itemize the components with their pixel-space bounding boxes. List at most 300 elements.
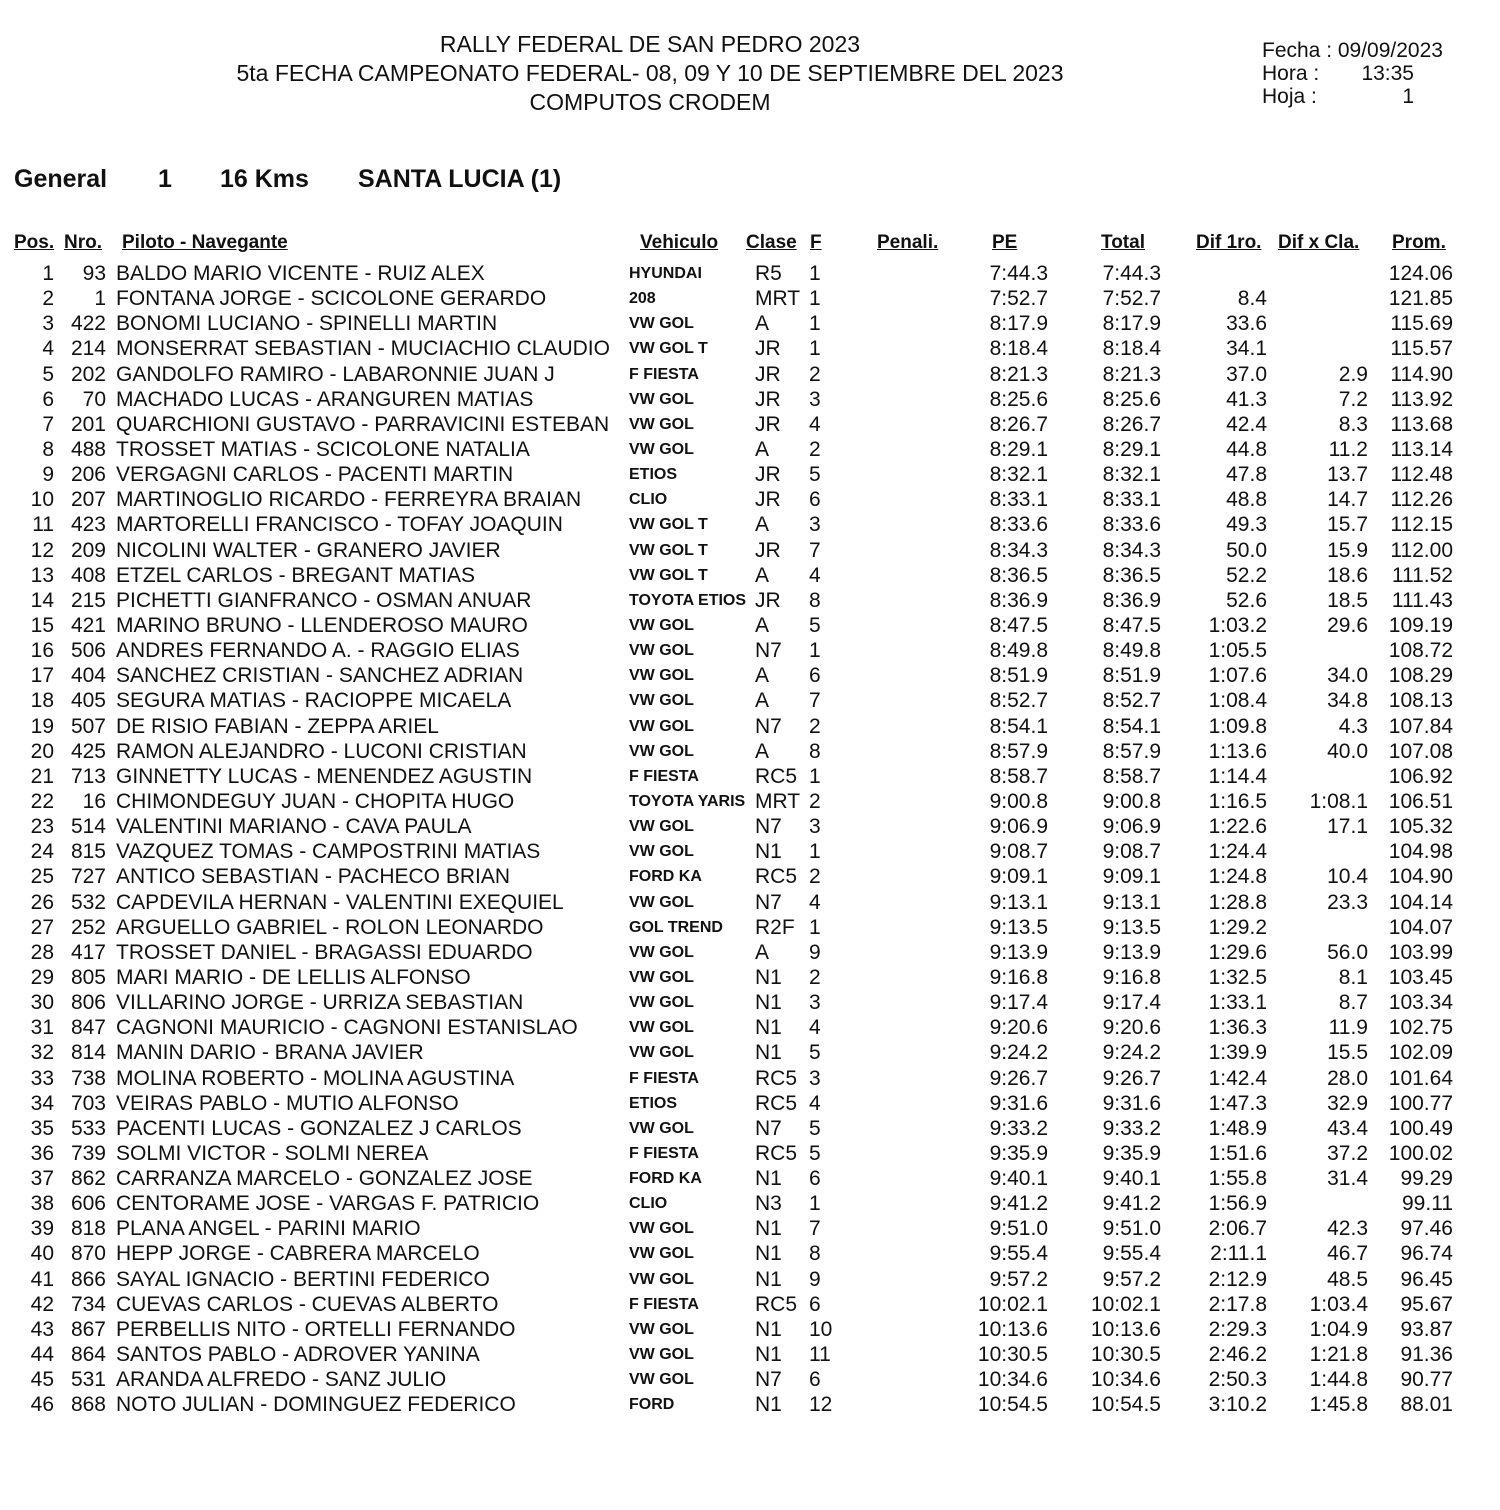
nro-cell: 713	[70, 764, 106, 788]
pos-cell: 34	[30, 1091, 54, 1115]
dif1-cell: 1:28.8	[1208, 890, 1267, 914]
total-cell: 8:34.3	[1102, 538, 1161, 562]
nro-cell: 408	[70, 563, 106, 587]
vehiculo-cell: VW GOL	[629, 742, 694, 760]
table-header	[0, 232, 1500, 258]
table-row	[0, 1166, 1500, 1191]
difcla-cell: 1:21.8	[1309, 1343, 1368, 1367]
f-cell: 3	[809, 991, 821, 1015]
pe-cell: 8:17.9	[989, 312, 1048, 336]
piloto-cell: VAZQUEZ TOMAS - CAMPOSTRINI MATIAS	[116, 840, 541, 864]
pos-cell: 29	[30, 965, 54, 989]
pos-cell: 19	[30, 714, 54, 738]
f-cell: 10	[809, 1317, 833, 1341]
piloto-cell: MACHADO LUCAS - ARANGUREN MATIAS	[116, 387, 534, 411]
pos-cell: 10	[30, 488, 54, 512]
dif1-cell: 1:08.4	[1208, 689, 1267, 713]
prom-cell: 111.52	[1391, 563, 1453, 587]
clase-cell: N1	[755, 1267, 782, 1291]
pe-cell: 8:57.9	[989, 739, 1048, 763]
dif1-cell: 41.3	[1226, 387, 1267, 411]
clase-cell: JR	[755, 463, 781, 487]
clase-cell: RC5	[755, 764, 798, 788]
f-cell: 4	[809, 563, 821, 587]
nro-cell: 70	[82, 387, 106, 411]
piloto-cell: SANCHEZ CRISTIAN - SANCHEZ ADRIAN	[116, 664, 524, 688]
difcla-cell: 31.4	[1327, 1167, 1368, 1191]
total-cell: 8:33.1	[1102, 488, 1161, 512]
piloto-cell: BONOMI LUCIANO - SPINELLI MARTIN	[116, 312, 498, 336]
f-cell: 6	[809, 1368, 821, 1392]
total-cell: 10:02.1	[1090, 1292, 1161, 1316]
table-row	[0, 336, 1500, 361]
dif1-cell: 1:32.5	[1208, 965, 1267, 989]
dif1-cell: 1:24.8	[1208, 865, 1267, 889]
pos-cell: 25	[30, 865, 54, 889]
prom-cell: 104.14	[1388, 890, 1453, 914]
clase-cell: A	[755, 437, 770, 461]
table-row	[0, 462, 1500, 487]
vehiculo-cell: F FIESTA	[629, 767, 699, 785]
piloto-cell: FONTANA JORGE - SCICOLONE GERARDO	[116, 287, 547, 311]
pe-cell: 8:47.5	[989, 613, 1048, 637]
piloto-cell: VALENTINI MARIANO - CAVA PAULA	[116, 815, 472, 839]
difcla-cell: 46.7	[1327, 1242, 1368, 1266]
pos-cell: 15	[30, 613, 54, 637]
difcla-cell: 13.7	[1327, 463, 1368, 487]
piloto-cell: DE RISIO FABIAN - ZEPPA ARIEL	[116, 714, 439, 738]
piloto-cell: ANTICO SEBASTIAN - PACHECO BRIAN	[116, 865, 511, 889]
clase-cell: JR	[755, 412, 781, 436]
total-cell: 9:13.9	[1102, 940, 1161, 964]
dif1-cell: 1:51.6	[1208, 1141, 1267, 1165]
pe-cell: 8:49.8	[989, 639, 1048, 663]
clase-cell: N1	[755, 1317, 782, 1341]
hora-value: 13:35	[1361, 62, 1414, 85]
pos-cell: 37	[30, 1167, 54, 1191]
table-row	[0, 1116, 1500, 1141]
clase-cell: N7	[755, 890, 782, 914]
difcla-cell: 32.9	[1327, 1091, 1368, 1115]
total-cell: 7:44.3	[1102, 262, 1161, 285]
pos-cell: 28	[30, 940, 54, 964]
pe-cell: 8:36.9	[989, 588, 1048, 612]
table-row	[0, 1040, 1500, 1065]
col-clase: Clase	[746, 232, 797, 253]
piloto-cell: MONSERRAT SEBASTIAN - MUCIACHIO CLAUDIO	[116, 337, 610, 361]
nro-cell: 16	[82, 789, 106, 813]
prom-cell: 107.84	[1388, 714, 1453, 738]
prom-cell: 103.99	[1388, 940, 1453, 964]
clase-cell: A	[755, 689, 770, 713]
difcla-cell: 11.9	[1328, 1016, 1368, 1040]
f-cell: 1	[809, 840, 821, 864]
pos-cell: 13	[30, 563, 54, 587]
table-row	[0, 1015, 1500, 1040]
pe-cell: 9:00.8	[989, 789, 1048, 813]
pe-cell: 8:58.7	[989, 764, 1048, 788]
f-cell: 3	[809, 1066, 821, 1090]
nro-cell: 739	[70, 1141, 106, 1165]
pe-cell: 9:13.9	[989, 940, 1048, 964]
dif1-cell: 34.1	[1226, 337, 1267, 361]
dif1-cell: 37.0	[1226, 362, 1267, 386]
difcla-cell: 10.4	[1327, 865, 1368, 889]
prom-cell: 99.11	[1402, 1192, 1453, 1216]
prom-cell: 93.87	[1400, 1317, 1453, 1341]
piloto-cell: BALDO MARIO VICENTE - RUIZ ALEX	[116, 262, 485, 285]
total-cell: 9:26.7	[1102, 1066, 1161, 1090]
pe-cell: 8:32.1	[989, 463, 1048, 487]
clase-cell: N3	[755, 1192, 782, 1216]
total-cell: 9:57.2	[1102, 1267, 1161, 1291]
pe-cell: 9:35.9	[989, 1141, 1048, 1165]
nro-cell: 734	[70, 1292, 106, 1316]
total-cell: 9:40.1	[1102, 1167, 1161, 1191]
vehiculo-cell: F FIESTA	[629, 1295, 699, 1313]
vehiculo-cell: VW GOL	[629, 1270, 694, 1288]
pos-cell: 14	[30, 588, 54, 612]
clase-cell: A	[755, 563, 770, 587]
piloto-cell: NOTO JULIAN - DOMINGUEZ FEDERICO	[116, 1393, 516, 1417]
vehiculo-cell: FORD KA	[629, 1170, 702, 1188]
f-cell: 8	[809, 739, 821, 763]
pe-cell: 9:20.6	[989, 1016, 1048, 1040]
vehiculo-cell: VW GOL	[629, 717, 694, 735]
nro-cell: 868	[70, 1393, 106, 1417]
prom-cell: 104.98	[1388, 840, 1453, 864]
clase-cell: A	[755, 613, 770, 637]
pos-cell: 40	[30, 1242, 54, 1266]
prom-cell: 115.57	[1390, 337, 1453, 361]
dif1-cell: 2:29.3	[1208, 1317, 1267, 1341]
f-cell: 1	[809, 1192, 821, 1216]
prom-cell: 112.15	[1390, 513, 1453, 537]
pos-cell: 17	[30, 664, 54, 688]
table-row	[0, 839, 1500, 864]
dif1-cell: 1:48.9	[1208, 1116, 1267, 1140]
difcla-cell: 8.7	[1338, 991, 1368, 1015]
table-row	[0, 311, 1500, 336]
clase-cell: N1	[755, 1393, 782, 1417]
piloto-cell: TROSSET MATIAS - SCICOLONE NATALIA	[116, 437, 530, 461]
dif1-cell: 2:11.1	[1210, 1242, 1267, 1266]
prom-cell: 104.07	[1388, 915, 1453, 939]
dif1-cell: 2:12.9	[1208, 1267, 1267, 1291]
nro-cell: 207	[70, 488, 106, 512]
total-cell: 8:25.6	[1102, 387, 1161, 411]
difcla-cell: 1:44.8	[1309, 1368, 1368, 1392]
vehiculo-cell: VW GOL	[629, 1346, 694, 1364]
nro-cell: 405	[70, 689, 106, 713]
clase-cell: R2F	[755, 915, 795, 939]
pe-cell: 8:54.1	[989, 714, 1048, 738]
table-row	[0, 1317, 1500, 1342]
vehiculo-cell: HYUNDAI	[629, 265, 702, 282]
prom-cell: 105.32	[1388, 815, 1453, 839]
difcla-cell: 1:45.8	[1309, 1393, 1368, 1417]
clase-cell: MRT	[755, 287, 801, 311]
clase-cell: RC5	[755, 1066, 798, 1090]
vehiculo-cell: VW GOL T	[629, 566, 708, 584]
table-row	[0, 890, 1500, 915]
fecha-text: Fecha : 09/09/2023	[1262, 39, 1443, 62]
vehiculo-cell: VW GOL	[629, 642, 694, 660]
prom-cell: 113.92	[1390, 387, 1453, 411]
piloto-cell: SEGURA MATIAS - RACIOPPE MICAELA	[116, 689, 512, 713]
nro-cell: 532	[70, 890, 106, 914]
difcla-cell: 29.6	[1327, 613, 1368, 637]
nro-cell: 870	[70, 1242, 106, 1266]
total-cell: 9:20.6	[1102, 1016, 1161, 1040]
pe-cell: 9:40.1	[989, 1167, 1048, 1191]
table-row	[0, 663, 1500, 688]
total-cell: 8:32.1	[1102, 463, 1161, 487]
difcla-cell: 15.7	[1327, 513, 1368, 537]
difcla-cell: 8.3	[1338, 412, 1368, 436]
pos-cell: 3	[42, 312, 54, 336]
f-cell: 5	[809, 613, 821, 637]
clase-cell: N7	[755, 714, 782, 738]
pe-cell: 9:41.2	[989, 1192, 1048, 1216]
f-cell: 2	[809, 362, 821, 386]
nro-cell: 425	[70, 739, 106, 763]
prom-cell: 113.14	[1390, 437, 1453, 461]
nro-cell: 514	[70, 815, 106, 839]
prom-cell: 96.45	[1400, 1267, 1453, 1291]
vehiculo-cell: CLIO	[629, 1195, 668, 1213]
pos-cell: 12	[30, 538, 54, 562]
dif1-cell: 1:09.8	[1208, 714, 1267, 738]
vehiculo-cell: VW GOL	[629, 1245, 694, 1263]
vehiculo-cell: GOL TREND	[629, 918, 723, 936]
pe-cell: 7:52.7	[989, 287, 1048, 311]
f-cell: 1	[809, 337, 821, 361]
prom-cell: 97.46	[1400, 1217, 1453, 1241]
f-cell: 6	[809, 1167, 821, 1191]
nro-cell: 862	[70, 1167, 106, 1191]
table-row	[0, 1141, 1500, 1166]
col-nro: Nro.	[64, 232, 102, 253]
prom-cell: 108.72	[1388, 639, 1453, 663]
nro-cell: 506	[70, 639, 106, 663]
piloto-cell: VILLARINO JORGE - URRIZA SEBASTIAN	[116, 991, 524, 1015]
dif1-cell: 2:17.8	[1208, 1292, 1267, 1316]
piloto-cell: GANDOLFO RAMIRO - LABARONNIE JUAN J	[116, 362, 555, 386]
pos-cell: 23	[30, 815, 54, 839]
clase-cell: A	[755, 664, 770, 688]
clase-cell: JR	[755, 387, 781, 411]
prom-cell: 106.92	[1388, 764, 1453, 788]
f-cell: 4	[809, 1091, 821, 1115]
vehiculo-cell: VW GOL	[629, 968, 694, 986]
nro-cell: 209	[70, 538, 106, 562]
pe-cell: 8:25.6	[989, 387, 1048, 411]
dif1-cell: 42.4	[1226, 412, 1267, 436]
nro-cell: 606	[70, 1192, 106, 1216]
pe-cell: 9:51.0	[989, 1217, 1048, 1241]
dif1-cell: 1:36.3	[1208, 1016, 1267, 1040]
piloto-cell: TROSSET DANIEL - BRAGASSI EDUARDO	[116, 940, 533, 964]
table-row	[0, 1267, 1500, 1292]
prom-cell: 100.49	[1388, 1116, 1453, 1140]
table-row	[0, 412, 1500, 437]
prom-cell: 108.29	[1388, 664, 1453, 688]
f-cell: 5	[809, 1141, 821, 1165]
vehiculo-cell: VW GOL	[629, 843, 694, 861]
nro-cell: 818	[70, 1217, 106, 1241]
vehiculo-cell: VW GOL T	[629, 340, 708, 358]
table-row	[0, 1367, 1500, 1392]
difcla-cell: 1:04.9	[1309, 1317, 1368, 1341]
piloto-cell: QUARCHIONI GUSTAVO - PARRAVICINI ESTEBAN	[116, 412, 610, 436]
total-cell: 8:51.9	[1102, 664, 1161, 688]
piloto-cell: MARI MARIO - DE LELLIS ALFONSO	[116, 965, 471, 989]
piloto-cell: VERGAGNI CARLOS - PACENTI MARTIN	[116, 463, 514, 487]
difcla-cell: 4.3	[1338, 714, 1368, 738]
prom-cell: 107.08	[1388, 739, 1453, 763]
prom-cell: 109.19	[1388, 613, 1453, 637]
total-cell: 10:30.5	[1090, 1343, 1161, 1367]
difcla-cell: 2.9	[1338, 362, 1368, 386]
prom-cell: 100.77	[1388, 1091, 1453, 1115]
clase-cell: N1	[755, 1217, 782, 1241]
total-cell: 9:51.0	[1102, 1217, 1161, 1241]
nro-cell: 864	[70, 1343, 106, 1367]
dif1-cell: 2:50.3	[1208, 1368, 1267, 1392]
piloto-cell: PLANA ANGEL - PARINI MARIO	[116, 1217, 421, 1241]
pos-cell: 21	[30, 764, 54, 788]
table-row	[0, 915, 1500, 940]
prom-cell: 106.51	[1388, 789, 1453, 813]
pe-cell: 8:18.4	[989, 337, 1048, 361]
clase-cell: N7	[755, 639, 782, 663]
pos-cell: 2	[42, 287, 54, 311]
vehiculo-cell: VW GOL	[629, 667, 694, 685]
prom-cell: 108.13	[1388, 689, 1453, 713]
difcla-cell: 7.2	[1338, 387, 1368, 411]
difcla-cell: 1:08.1	[1309, 789, 1368, 813]
prom-cell: 95.67	[1400, 1292, 1453, 1316]
prom-cell: 111.43	[1391, 588, 1453, 612]
f-cell: 2	[809, 437, 821, 461]
pe-cell: 8:36.5	[989, 563, 1048, 587]
pos-cell: 24	[30, 840, 54, 864]
difcla-cell: 18.6	[1327, 563, 1368, 587]
table-row	[0, 764, 1500, 789]
total-cell: 9:00.8	[1102, 789, 1161, 813]
clase-cell: N1	[755, 1242, 782, 1266]
stage-name: SANTA LUCIA (1)	[358, 165, 562, 193]
dif1-cell: 44.8	[1226, 437, 1267, 461]
difcla-cell: 56.0	[1327, 940, 1368, 964]
table-row	[0, 1066, 1500, 1091]
pe-cell: 9:13.1	[989, 890, 1048, 914]
total-cell: 8:58.7	[1102, 764, 1161, 788]
difcla-cell: 28.0	[1327, 1066, 1368, 1090]
piloto-cell: CARRANZA MARCELO - GONZALEZ JOSE	[116, 1167, 533, 1191]
prom-cell: 102.09	[1388, 1041, 1453, 1065]
f-cell: 7	[809, 538, 821, 562]
total-cell: 8:29.1	[1102, 437, 1161, 461]
f-cell: 12	[809, 1393, 833, 1417]
table-row	[0, 940, 1500, 965]
dif1-cell: 33.6	[1226, 312, 1267, 336]
nro-cell: 738	[70, 1066, 106, 1090]
nro-cell: 421	[70, 613, 106, 637]
pe-cell: 9:09.1	[989, 865, 1048, 889]
difcla-cell: 43.4	[1327, 1116, 1368, 1140]
table-row	[0, 437, 1500, 462]
nro-cell: 531	[70, 1368, 106, 1392]
f-cell: 1	[809, 262, 821, 285]
vehiculo-cell: F FIESTA	[629, 1144, 699, 1162]
prom-cell: 100.02	[1388, 1141, 1453, 1165]
table-row	[0, 538, 1500, 563]
pos-cell: 38	[30, 1192, 54, 1216]
clase-cell: A	[755, 739, 770, 763]
dif1-cell: 1:16.5	[1208, 789, 1267, 813]
prom-cell: 121.85	[1388, 287, 1453, 311]
pos-cell: 16	[30, 639, 54, 663]
pos-cell: 32	[30, 1041, 54, 1065]
clase-cell: N7	[755, 815, 782, 839]
table-row	[0, 814, 1500, 839]
piloto-cell: SANTOS PABLO - ADROVER YANINA	[116, 1343, 480, 1367]
pos-cell: 31	[30, 1016, 54, 1040]
pe-cell: 10:13.6	[977, 1317, 1048, 1341]
piloto-cell: CAGNONI MAURICIO - CAGNONI ESTANISLAO	[116, 1016, 578, 1040]
clase-cell: A	[755, 312, 770, 336]
dif1-cell: 1:55.8	[1208, 1167, 1267, 1191]
prom-cell: 112.00	[1390, 538, 1453, 562]
nro-cell: 806	[70, 991, 106, 1015]
total-cell: 8:49.8	[1102, 639, 1161, 663]
pos-cell: 5	[42, 362, 54, 386]
total-cell: 9:33.2	[1102, 1116, 1161, 1140]
prom-cell: 124.06	[1388, 262, 1453, 285]
clase-cell: RC5	[755, 865, 798, 889]
f-cell: 6	[809, 488, 821, 512]
total-cell: 9:09.1	[1102, 865, 1161, 889]
total-cell: 8:36.9	[1102, 588, 1161, 612]
total-cell: 9:17.4	[1102, 991, 1161, 1015]
dif1-cell: 49.3	[1226, 513, 1267, 537]
stage-distance: 16 Kms	[220, 165, 309, 193]
table-row	[0, 1191, 1500, 1216]
vehiculo-cell: TOYOTA ETIOS	[629, 591, 747, 609]
nro-cell: 805	[70, 965, 106, 989]
stage-number: 1	[158, 165, 172, 193]
hoja-value: 1	[1402, 85, 1414, 108]
pe-cell: 9:31.6	[989, 1091, 1048, 1115]
table-row	[0, 789, 1500, 814]
dif1-cell: 2:06.7	[1208, 1217, 1267, 1241]
prom-cell: 115.69	[1390, 312, 1453, 336]
pos-cell: 9	[42, 463, 54, 487]
difcla-cell: 11.2	[1328, 437, 1368, 461]
pos-cell: 36	[30, 1141, 54, 1165]
table-row	[0, 1091, 1500, 1116]
clase-cell: N1	[755, 1041, 782, 1065]
dif1-cell: 1:13.6	[1208, 739, 1267, 763]
clase-cell: N1	[755, 1167, 782, 1191]
vehiculo-cell: VW GOL	[629, 440, 694, 458]
piloto-cell: PACENTI LUCAS - GONZALEZ J CARLOS	[116, 1116, 522, 1140]
prom-cell: 91.36	[1400, 1343, 1453, 1367]
nro-cell: 93	[82, 262, 106, 285]
total-cell: 9:24.2	[1102, 1041, 1161, 1065]
